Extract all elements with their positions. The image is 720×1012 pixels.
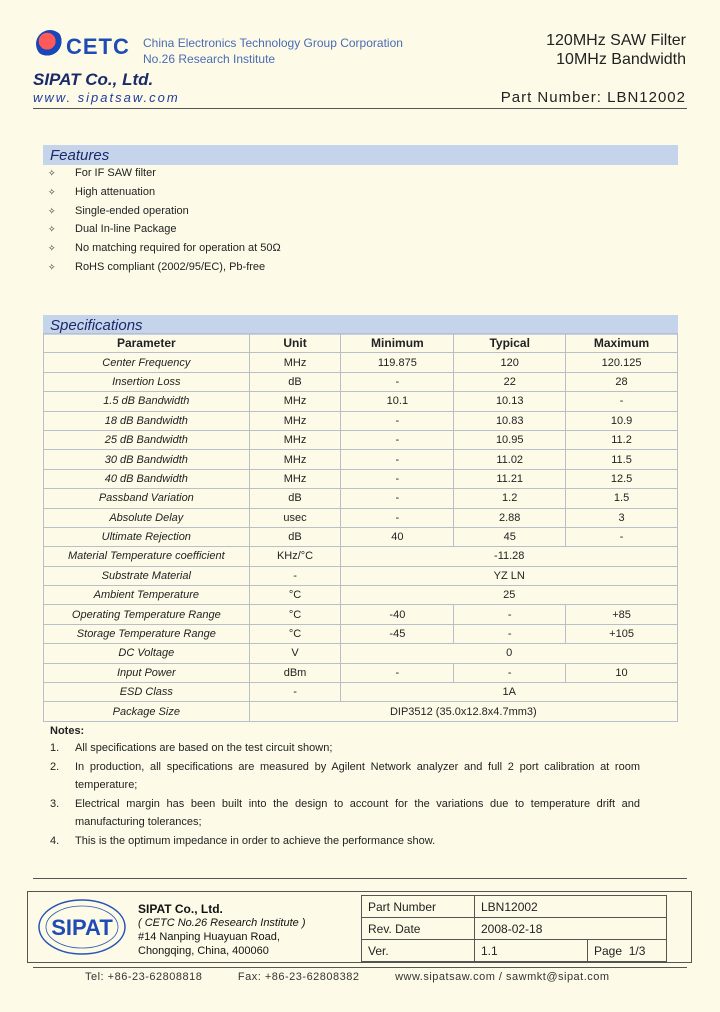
value-cell: MHz [249,392,341,411]
note-number: 2. [50,760,60,773]
table-row [44,527,678,546]
parameter-cell: 25 dB Bandwidth [44,430,250,449]
table-row [44,663,678,682]
value-cell: 1.2 [454,489,566,508]
feature-text: Dual In-line Package [75,223,177,236]
feature-text: No matching required for operation at 50Ω [75,242,281,255]
page-label: Page [594,943,623,958]
note-text: Electrical margin has been built into the design to account for the variations due to temperature drift and manufacturing tolerances; [75,797,640,828]
rev-label: Rev. Date [362,918,475,940]
value-cell: YZ LN [341,566,678,585]
title-line-2: 10MHz Bandwidth [556,51,686,68]
info-row [362,896,667,918]
value-cell: -45 [341,624,454,643]
parameter-cell: Operating Temperature Range [44,605,250,624]
value-cell: 10 [566,663,678,682]
value-cell: KHz/°C [249,547,341,566]
value-cell: +105 [566,624,678,643]
parameter-cell: Package Size [44,702,250,721]
value-cell: 11.5 [566,450,678,469]
info-row [362,940,667,962]
cetc-logo-text: CETC [66,34,130,59]
column-header: Typical [454,334,566,353]
value-cell: 10.83 [454,411,566,430]
part-label: Part Number [362,896,475,918]
value-cell: +85 [566,605,678,624]
table-row [44,489,678,508]
value-cell: 1A [341,683,678,702]
feature-item [48,202,281,221]
footer-institute: ( CETC No.26 Research Institute ) [138,917,306,929]
value-cell: - [341,372,454,391]
column-header: Unit [249,334,341,353]
bullet-icon: ✧ [48,186,56,197]
table-row [44,547,678,566]
parameter-cell: Ultimate Rejection [44,527,250,546]
ver-label: Ver. [362,940,475,962]
value-cell: 12.5 [566,469,678,488]
seal-text: SIPAT [51,915,113,940]
value-cell: 10.95 [454,430,566,449]
table-row [44,566,678,585]
feature-item [48,164,281,183]
cetc-logo-icon [36,30,64,58]
sipat-seal-icon [37,898,127,956]
parameter-cell: ESD Class [44,683,250,702]
table-row [44,644,678,663]
specifications-table [43,333,678,722]
parameter-cell: Input Power [44,663,250,682]
note-text: In production, all specifications are measured by Agilent Network analyzer and full 2 port calibration at room temperature; [75,760,640,791]
notes-heading: Notes: [50,725,85,737]
feature-text: RoHS compliant (2002/95/EC), Pb-free [75,260,266,273]
bullet-icon: ✧ [48,205,56,216]
bullet-icon: ✧ [48,224,56,235]
parameter-cell: DC Voltage [44,644,250,663]
corporation-name [143,35,403,67]
contact-line: Tel: +86-23-62808818 Fax: +86-23-62808382 www.sipatsaw.com / sawmkt@sipat.com [85,971,610,983]
parameter-cell: 30 dB Bandwidth [44,450,250,469]
value-cell: DIP3512 (35.0x12.8x4.7mm3) [249,702,677,721]
value-cell: MHz [249,450,341,469]
value-cell: - [566,527,678,546]
features-list [48,164,281,277]
value-cell: 0 [341,644,678,663]
parameter-cell: Ambient Temperature [44,586,250,605]
rev-value: 2008-02-18 [475,918,667,940]
value-cell: 28 [566,372,678,391]
note-text: All specifications are based on the test circuit shown; [75,742,333,754]
company-name: SIPAT Co., Ltd. [33,70,154,89]
note-text: This is the optimum impedance in order to achieve the performance show. [75,834,436,847]
title-line-1: 120MHz SAW Filter [546,32,686,49]
parameter-cell: 40 dB Bandwidth [44,469,250,488]
value-cell: V [249,644,341,663]
value-cell: - [566,392,678,411]
bullet-icon: ✧ [48,168,56,178]
header-divider [33,108,687,109]
note-number: 4. [50,834,60,847]
value-cell: °C [249,586,341,605]
table-header-row [44,334,678,353]
feature-text: Single-ended operation [75,204,189,217]
value-cell: 45 [454,527,566,546]
value-cell: 120 [454,353,566,372]
table-row [44,392,678,411]
value-cell: °C [249,605,341,624]
feature-item [48,183,281,202]
value-cell: MHz [249,430,341,449]
parameter-cell: Passband Variation [44,489,250,508]
parameter-cell: Substrate Material [44,566,250,585]
note-number: 3. [50,797,60,810]
value-cell: 11.02 [454,450,566,469]
column-header: Minimum [341,334,454,353]
page-value: 1/3 [628,943,646,958]
table-row [44,586,678,605]
value-cell: - [341,663,454,682]
feature-text: High attenuation [75,185,156,198]
parameter-cell: Insertion Loss [44,372,250,391]
value-cell: -40 [341,605,454,624]
feature-text: For IF SAW filter [75,167,156,179]
bullet-icon: ✧ [48,243,56,254]
value-cell: 11.2 [566,430,678,449]
value-cell: 2.88 [454,508,566,527]
table-row [44,450,678,469]
corp-line-1: China Electronics Technology Group Corporation [143,36,403,50]
value-cell: - [341,508,454,527]
value-cell: - [454,624,566,643]
table-row [44,469,678,488]
note-item [50,739,640,758]
value-cell: 10.9 [566,411,678,430]
value-cell: 25 [341,586,678,605]
value-cell: dB [249,489,341,508]
value-cell: usec [249,508,341,527]
value-cell: - [249,566,341,585]
info-row [362,918,667,940]
value-cell: 3 [566,508,678,527]
value-cell: 1.5 [566,489,678,508]
value-cell: - [341,469,454,488]
value-cell: dB [249,527,341,546]
value-cell: - [249,683,341,702]
value-cell: °C [249,624,341,643]
value-cell: - [341,489,454,508]
column-header: Maximum [566,334,678,353]
value-cell: - [454,663,566,682]
corp-line-2: No.26 Research Institute [143,52,276,66]
part-number: Part Number: LBN12002 [500,89,686,106]
ver-value: 1.1 [475,940,588,962]
parameter-cell: Storage Temperature Range [44,624,250,643]
feature-item [48,239,281,258]
value-cell: - [341,411,454,430]
footer-address-2: Chongqing, China, 400060 [138,945,269,957]
value-cell: -11.28 [341,547,678,566]
value-cell: 10.1 [341,392,454,411]
value-cell: 11.21 [454,469,566,488]
value-cell: 120.125 [566,353,678,372]
document-title [546,31,686,69]
parameter-cell: 1.5 dB Bandwidth [44,392,250,411]
features-heading: Features [43,145,678,165]
value-cell: - [341,450,454,469]
footer-company-name: SIPAT Co., Ltd. [138,902,223,916]
value-cell: - [341,430,454,449]
value-cell: MHz [249,353,341,372]
table-row [44,353,678,372]
value-cell: dB [249,372,341,391]
document-info-table [361,895,667,962]
part-value: LBN12002 [475,896,667,918]
note-item [50,758,640,795]
table-row [44,508,678,527]
specifications-heading: Specifications [43,315,678,335]
value-cell: dBm [249,663,341,682]
footer-divider [33,878,687,879]
value-cell: 119.875 [341,353,454,372]
table-row [44,430,678,449]
parameter-cell: Material Temperature coefficient [44,547,250,566]
note-item [50,832,640,851]
column-header: Parameter [44,334,250,353]
parameter-cell: Absolute Delay [44,508,250,527]
website-link[interactable]: www. sipatsaw.com [33,90,180,105]
value-cell: 40 [341,527,454,546]
table-row [44,702,678,721]
table-row [44,411,678,430]
note-number: 1. [50,742,60,754]
table-row [44,372,678,391]
value-cell: MHz [249,411,341,430]
table-row [44,605,678,624]
footer-address-1: #14 Nanping Huayuan Road, [138,931,280,943]
value-cell: MHz [249,469,341,488]
bullet-icon: ✧ [48,261,56,272]
notes-section [50,725,640,850]
parameter-cell: Center Frequency [44,353,250,372]
feature-item [48,258,281,277]
table-row [44,683,678,702]
value-cell: 22 [454,372,566,391]
value-cell: 10.13 [454,392,566,411]
footer-company-block [138,902,306,958]
table-row [44,624,678,643]
note-item [50,795,640,832]
feature-item [48,220,281,239]
page-cell [588,940,667,962]
value-cell: - [454,605,566,624]
parameter-cell: 18 dB Bandwidth [44,411,250,430]
footer-bottom-divider [33,967,687,968]
